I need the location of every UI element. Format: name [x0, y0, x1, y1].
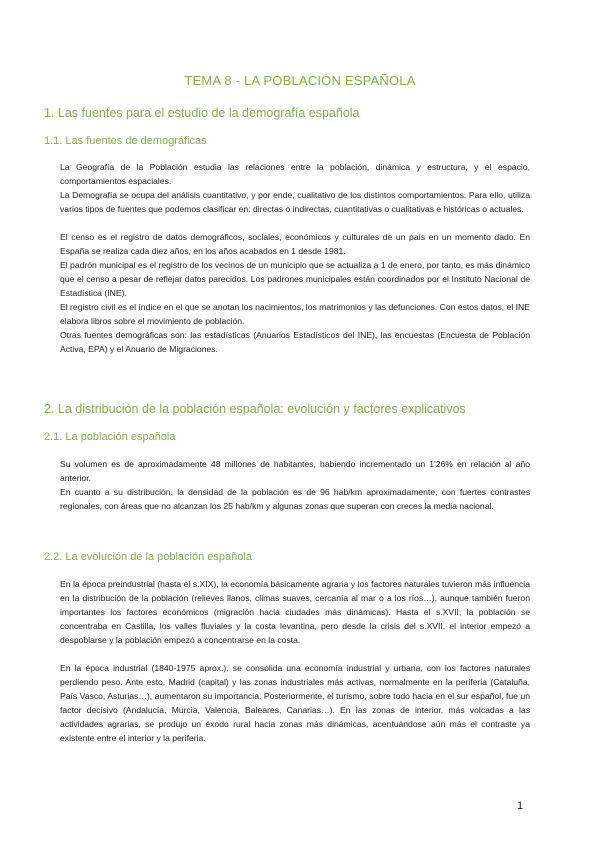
section-2-2-heading: 2.2. La evolución de la población española: [44, 551, 252, 563]
page-number: 1: [517, 800, 524, 812]
section-2-1-heading: 2.1. La población española: [44, 431, 176, 443]
section-1-1-heading: 1.1. Las fuentes de demográficas: [44, 135, 207, 147]
paragraph: El censo es el registro de datos demográficos, sociales, económicos y culturales de un país en un momento dado. En España se realiza cada diez años, en los años acabados en 1 desde 1981.: [60, 232, 530, 256]
paragraph: En cuanto a su distribución, la densidad de la población es de 96 hab/km aproximadamente, con fuertes contrastes regionales, con áreas que no alcanzan los 25 hab/km y algunas zonas que superan con creces la media nacional.: [60, 487, 530, 511]
paragraph: Su volumen es de aproximadamente 48 millones de habitantes, habiendo incrementado un 1'26% en relación al año anterior.: [60, 459, 530, 483]
paragraph: En la época preindustrial (hasta el s.XIX), la economía básicamente agraria y los factores naturales tuvieron más influencia en la distribución de la población (relieves llanos, climas suaves, cercanía al mar o a los ríos…), aunque también fueron importantes los factores económicos (migración hacia ciudades más dinámicas). Hasta el s.XVII, la población se concentraba en Castilla, los valles fluviales y la costa levantina, pero desde la crisis del s.XVII, el interior empezó a despoblarse y la población empezó a concentrarse en la costa.: [60, 579, 530, 645]
section-2-heading: 2. La distribución de la población española: evolución y factores explicativos: [44, 402, 466, 416]
section-1-heading: 1. Las fuentes para el estudio de la demografía española: [44, 106, 360, 120]
paragraph: En la época industrial (1840-1975 aprox.), se consolida una economía industrial y urbana, con los factores naturales perdiendo peso. Ante esto, Madrid (capital) y las zonas industriales más activas, normalmente en la periferia (Cataluña, País Vasco, Asturias…), aumentaron su importancia. Posteriormente, el turismo, sobre todo hacia en el sur español, fue un factor decisivo (Andalucía, Murcia, Valencia, Baleares, Canarias…). En las zonas de interior, más volcadas a las actividades agrarias, se produjo un éxodo rural hacia zonas más dinámicas, acentuándose aún más el contraste ya existente entre el interior y la periferia.: [60, 663, 530, 743]
section-1-1-body: [60, 160, 530, 356]
paragraph: El padrón municipal es el registro de los vecinos de un municipio que se actualiza a 1 de enero, por tanto, es más dinámico que el censo a pesar de reflejar datos parecidos. Los padrones municipales están coordinados por el Instituto Nacional de Estadística (INE).: [60, 260, 530, 298]
section-2-1-body: [60, 457, 530, 513]
paragraph: La Demografía se ocupa del análisis cuantitativo, y por ende, cualitativo de los distintos comportamientos. Para ello, utiliza varios tipos de fuentes que podemos clasificar en: directas o indirectas, cuantitativas o cualitativas e históricas o actuales.: [60, 190, 530, 214]
paragraph: Otras fuentes demográficas son: las estadísticas (Anuarios Estadísticos del INE), las encuestas (Encuesta de Población Activa, EPA) y el Anuario de Migraciones.: [60, 330, 530, 354]
paragraph: La Geografía de la Población estudia las relaciones entre la población, dinámica y estructura, y el espacio, comportamientos espaciales.: [60, 162, 530, 186]
section-2-2-body: [60, 577, 530, 745]
paragraph: El registro civil es el índice en el que se anotan los nacimientos, los matrimonios y las defunciones. Con estos datos, el INE elabora libros sobre el movimiento de población.: [60, 302, 530, 326]
document-title: TEMA 8 - LA POBLACIÓN ESPAÑOLA: [184, 73, 416, 88]
